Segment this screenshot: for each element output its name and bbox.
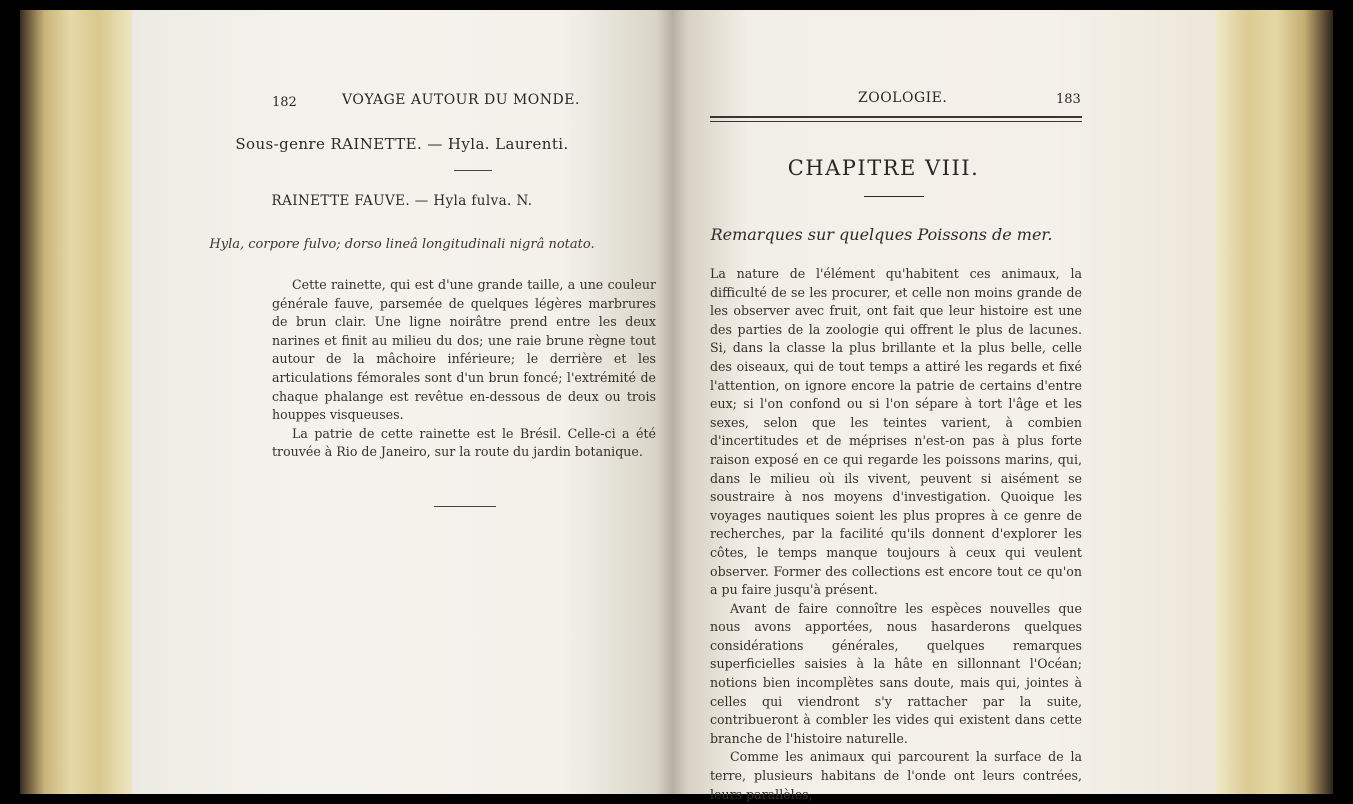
right-page-number: 183 xyxy=(1056,92,1081,107)
left-page xyxy=(132,10,672,794)
chapter-rule xyxy=(864,196,924,197)
end-rule xyxy=(434,506,496,507)
species-heading: RAINETTE FAUVE. — Hyla fulva. N. xyxy=(271,193,533,209)
right-running-head: ZOOLOGIE. xyxy=(858,90,948,106)
right-body-text xyxy=(710,265,1082,804)
right-paragraph-2: Avant de faire connoître les espèces nouvelles que nous avons apportées, nous hasarderons quelques considérations générales, quelques remarques superficielles saisies à la hâte en sillonnant l'Océan; notions bien incomplètes sans doute, mais qui, jointes à celles qui viendront s'y rattacher par la suite, contribueront à combler les vides qui existent dans cette branche de l'histoire naturelle. xyxy=(710,600,1082,746)
species-diagnosis: Hyla, corpore fulvo; dorso lineâ longitudinali nigrâ notato. xyxy=(209,237,595,252)
chapter-subtitle: Remarques sur quelques Poissons de mer. xyxy=(710,225,1053,244)
left-body-text xyxy=(272,276,656,462)
subgenus-heading: Sous-genre RAINETTE. — Hyla. Laurenti. xyxy=(235,135,569,153)
book-spread xyxy=(20,10,1333,802)
right-paragraph-1: La nature de l'élément qu'habitent ces animaux, la difficulté de se les procurer, et celle non moins grande de les observer avec fruit, ont fait que leur histoire est une des parties de la zoologie qui offrent le plus de lacunes. Si, dans la classe la plus brillante et la plus belle, celle des oiseaux, qui de tout temps a attiré les regards et fixé l'attention, on ignore encore la patrie de certains d'entre eux; si l'on confond ou si l'on sépare à tort l'âge et les sexes, selon que les teintes varient, à combien d'incertitudes et de méprises n'est-on pas à plus forte raison exposé en ce qui regarde les poissons marins, qui, dans le milieu où ils vivent, peuvent si aisément se soustraire à nos moyens d'investigation. Quoique les voyages nautiques soient les plus propres à ce genre de recherches, par la facilité qu'ils donnent d'explorer les côtes, le temps manque toujours à ceux qui veulent observer. Former des collections est encore tout ce qu'on a pu faire jusqu'à présent. xyxy=(710,266,1082,598)
header-double-rule xyxy=(710,116,1082,122)
right-page xyxy=(672,10,1215,802)
left-page-stack-edge xyxy=(20,10,132,794)
chapter-title: CHAPITRE VIII. xyxy=(787,156,980,180)
left-page-number: 182 xyxy=(272,95,297,110)
right-paragraph-3: Comme les animaux qui parcourent la surface de la terre, plusieurs habitans de l'onde ont leurs contrées, leurs parallèles, xyxy=(710,749,1082,802)
left-paragraph-1: Cette rainette, qui est d'une grande taille, a une couleur générale fauve, parsemée de quelques légères marbrures de brun clair. Une ligne noirâtre prend entre les deux narines et finit au milieu du dos; une raie brune règne tout autour de la mâchoire inférieure; le derrière et les articulations fémorales sont d'un brun foncé; l'extrémité de chaque phalange est revêtue en-dessous de deux ou trois houppes visqueuses. xyxy=(272,277,656,423)
left-paragraph-2: La patrie de cette rainette est le Brésil. Celle-ci a été trouvée à Rio de Janeiro, sur la route du jardin botanique. xyxy=(272,425,656,460)
right-page-stack-edge xyxy=(1215,10,1333,794)
left-running-head: VOYAGE AUTOUR DU MONDE. xyxy=(342,92,580,108)
ornamental-rule xyxy=(454,170,492,171)
